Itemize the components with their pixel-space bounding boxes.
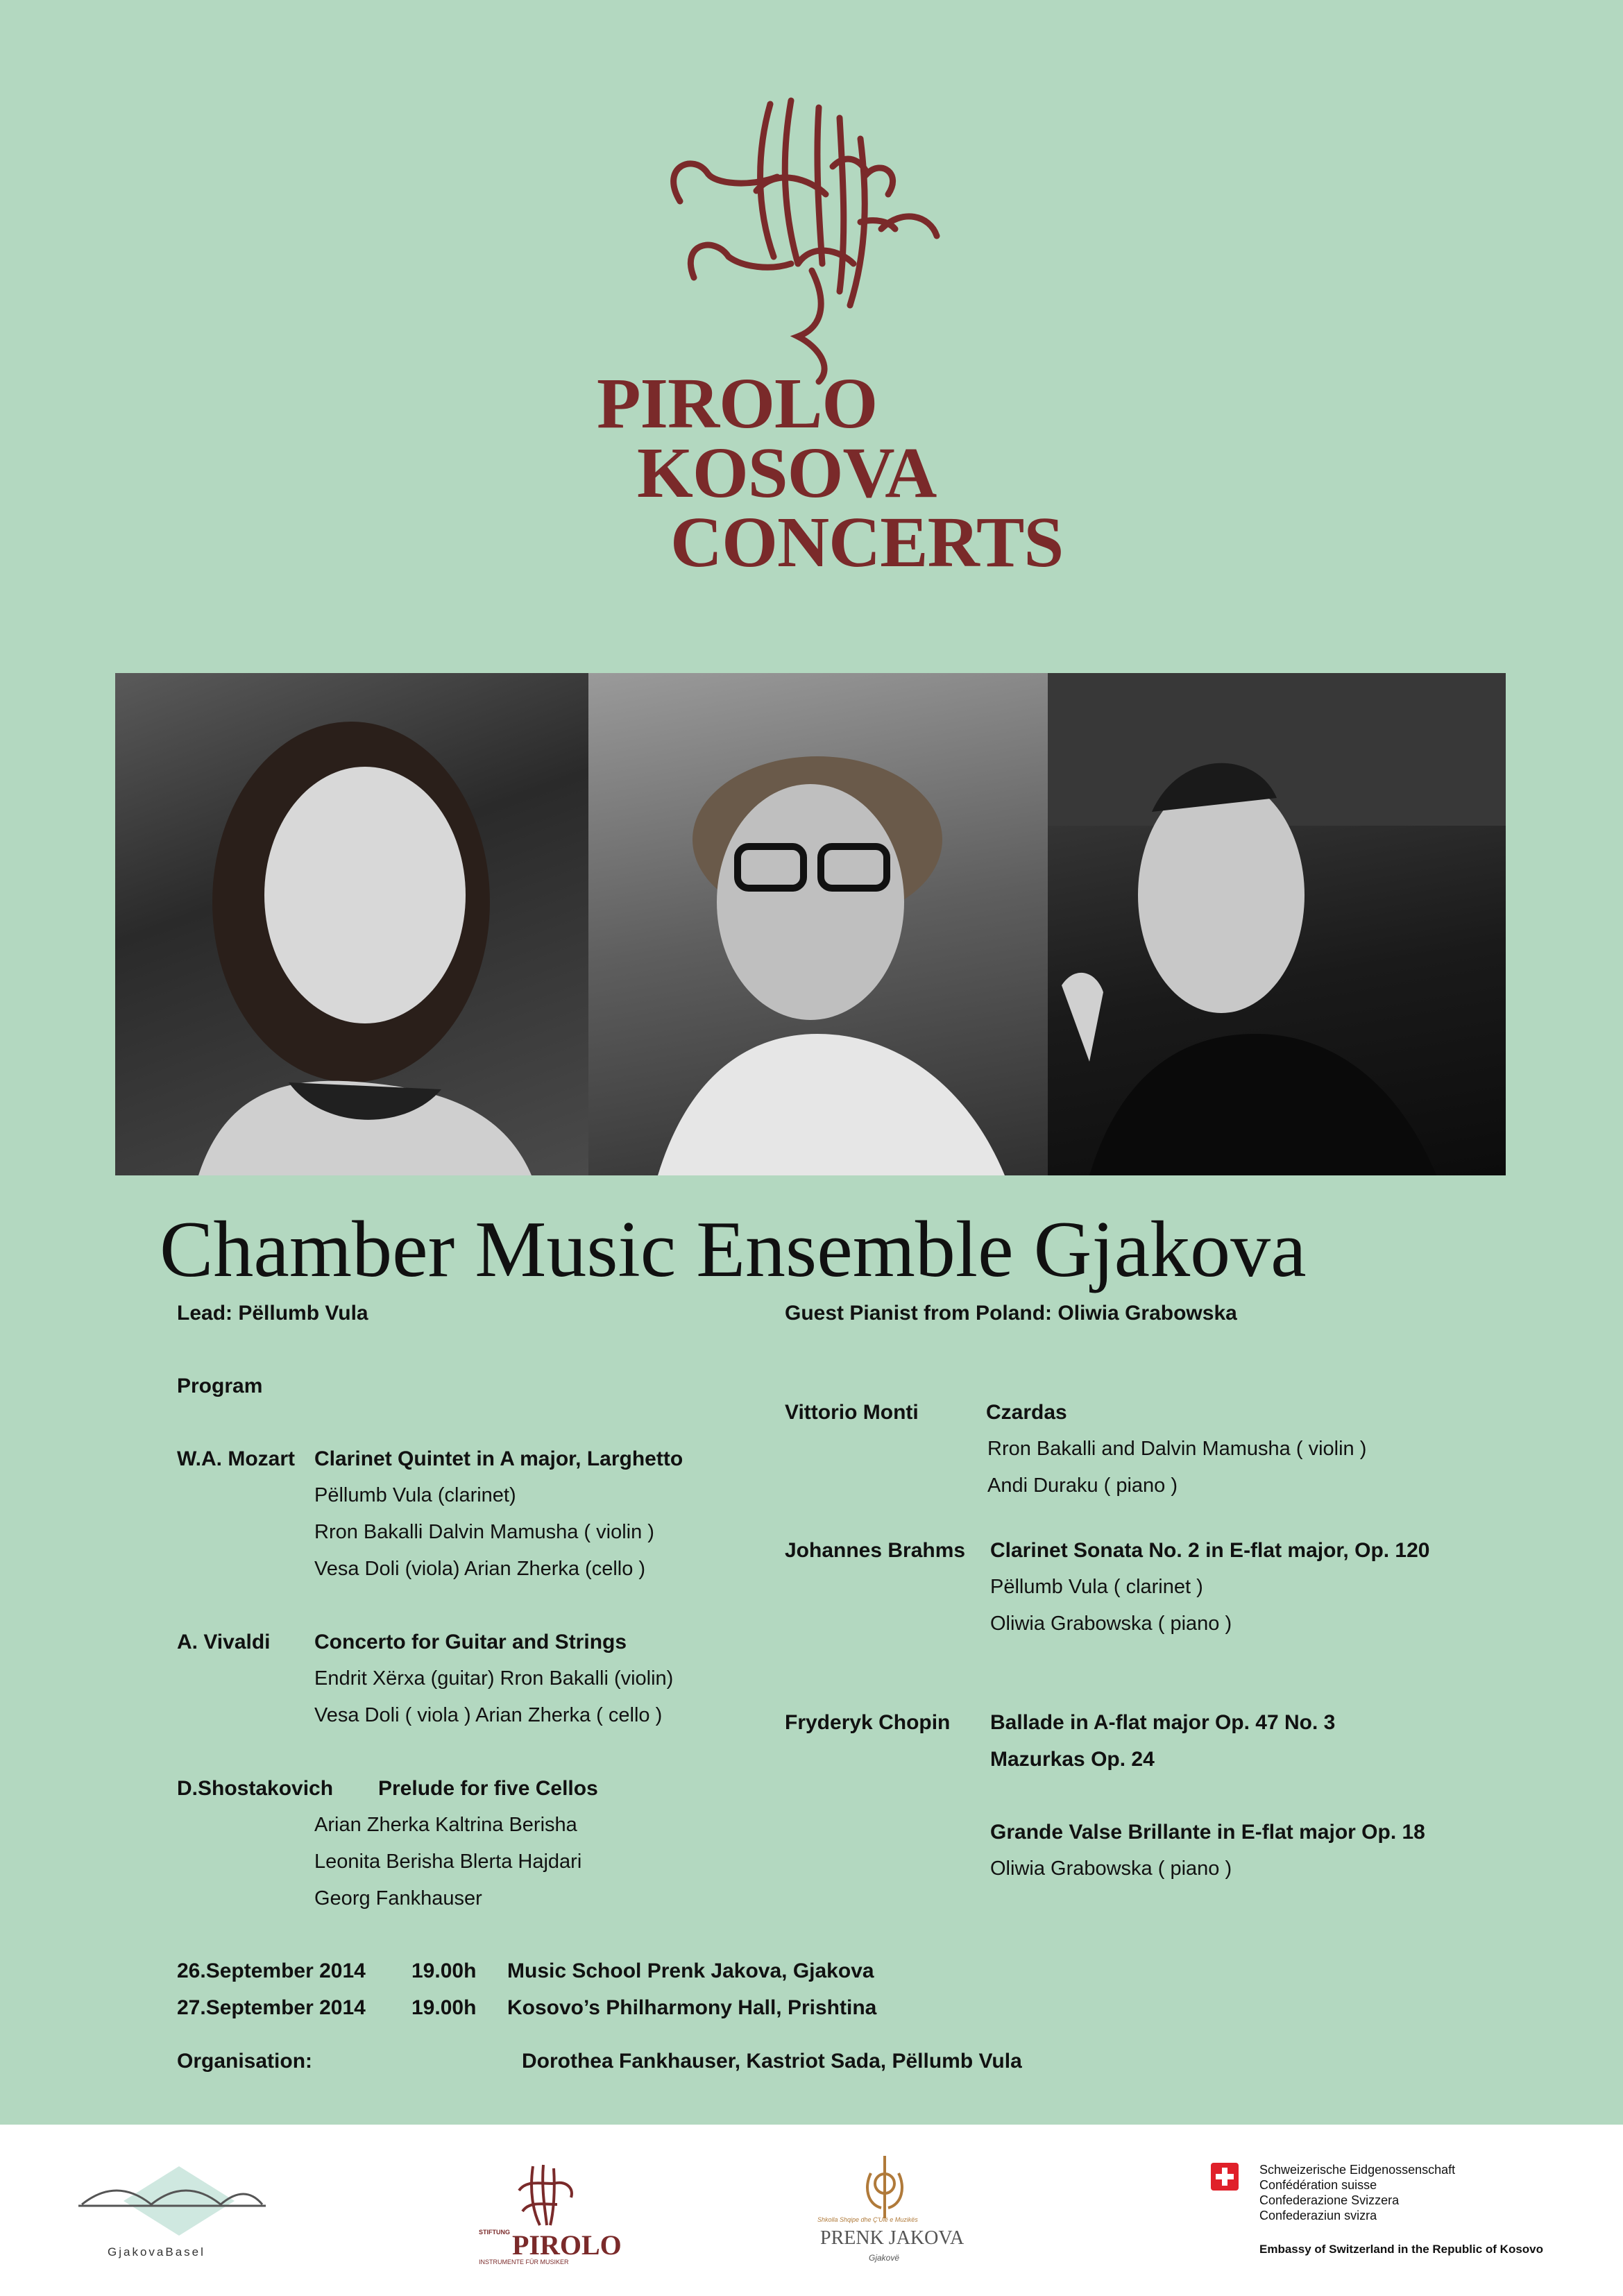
venue-2: Kosovo’s Philharmony Hall, Prishtina bbox=[507, 1996, 877, 2019]
monti-performers-1: Rron Bakalli and Dalvin Mamusha ( violin ) bbox=[987, 1438, 1367, 1460]
photo-pianist bbox=[115, 673, 588, 1175]
chopin-work-1: Ballade in A-flat major Op. 47 No. 3 bbox=[990, 1711, 1336, 1734]
program-heading: Program bbox=[177, 1375, 263, 1397]
mozart-performers-1: Pëllumb Vula (clarinet) bbox=[314, 1484, 516, 1506]
chopin-performers-1: Oliwia Grabowska ( piano ) bbox=[990, 1857, 1232, 1880]
gjakovabasel-logo-icon bbox=[75, 2163, 269, 2239]
chopin-composer: Fryderyk Chopin bbox=[785, 1711, 951, 1734]
pirolo-logo-icon bbox=[652, 97, 971, 389]
mozart-performers-3: Vesa Doli (viola) Arian Zherka (cello ) bbox=[314, 1558, 646, 1580]
chopin-work-2: Mazurkas Op. 24 bbox=[990, 1748, 1155, 1771]
mozart-performers-2: Rron Bakalli Dalvin Mamusha ( violin ) bbox=[314, 1521, 654, 1543]
mozart-work: Clarinet Quintet in A major, Larghetto bbox=[314, 1447, 683, 1470]
prenk-jakova-label: PRENK JAKOVA bbox=[820, 2227, 965, 2249]
vivaldi-performers-1: Endrit Xërxa (guitar) Rron Bakalli (violin) bbox=[314, 1667, 674, 1690]
organisation-label: Organisation: bbox=[177, 2050, 313, 2073]
photo-clarinetist bbox=[588, 673, 1048, 1175]
mozart-composer: W.A. Mozart bbox=[177, 1447, 295, 1470]
shostakovich-work: Prelude for five Cellos bbox=[378, 1777, 598, 1800]
prenk-jakova-logo-icon bbox=[850, 2152, 919, 2222]
monti-work: Czardas bbox=[986, 1401, 1067, 1424]
shostakovich-performers-3: Georg Fankhauser bbox=[314, 1887, 482, 1910]
photo-violinist bbox=[1048, 673, 1506, 1175]
monti-composer: Vittorio Monti bbox=[785, 1401, 919, 1424]
shostakovich-performers-1: Arian Zherka Kaltrina Berisha bbox=[314, 1814, 577, 1836]
pirolo-foundation-logo-icon bbox=[512, 2163, 581, 2229]
lead-text: Lead: Pëllumb Vula bbox=[177, 1302, 368, 1325]
logo-line-concerts: CONCERTS bbox=[670, 502, 1064, 582]
logo-line-pirolo: PIROLO bbox=[597, 364, 878, 443]
swiss-flag-icon bbox=[1211, 2163, 1239, 2191]
brahms-performers-2: Oliwia Grabowska ( piano ) bbox=[990, 1613, 1232, 1635]
prenk-jakova-top: Shkolla Shqipe dhe Ç'Ulë e Muzikës bbox=[817, 2216, 918, 2223]
pirolo-foundation-sub: INSTRUMENTE FÜR MUSIKER bbox=[479, 2259, 569, 2265]
shostakovich-performers-2: Leonita Berisha Blerta Hajdari bbox=[314, 1851, 582, 1873]
guest-pianist: Guest Pianist from Poland: Oliwia Grabowska bbox=[785, 1302, 1237, 1325]
swiss-line-2: Confédération suisse bbox=[1259, 2178, 1377, 2192]
swiss-line-4: Confederaziun svizra bbox=[1259, 2209, 1377, 2222]
pirolo-foundation-label: PIROLO bbox=[512, 2229, 622, 2261]
chopin-work-3: Grande Valse Brillante in E-flat major Op. 18 bbox=[990, 1821, 1425, 1844]
vivaldi-composer: A. Vivaldi bbox=[177, 1631, 271, 1653]
vivaldi-work: Concerto for Guitar and Strings bbox=[314, 1631, 627, 1653]
monti-performers-2: Andi Duraku ( piano ) bbox=[987, 1474, 1178, 1497]
time-2: 19.00h bbox=[411, 1996, 477, 2019]
brahms-work: Clarinet Sonata No. 2 in E-flat major, Op. 120 bbox=[990, 1539, 1430, 1562]
prenk-jakova-sub: Gjakovë bbox=[869, 2253, 900, 2263]
embassy-label: Embassy of Switzerland in the Republic of Kosovo bbox=[1259, 2243, 1544, 2256]
date-2: 27.September 2014 bbox=[177, 1996, 366, 2019]
logo-line-kosova: KOSOVA bbox=[637, 433, 937, 513]
date-1: 26.September 2014 bbox=[177, 1959, 366, 1982]
brahms-performers-1: Pëllumb Vula ( clarinet ) bbox=[990, 1576, 1203, 1598]
venue-1: Music School Prenk Jakova, Gjakova bbox=[507, 1959, 874, 1982]
swiss-line-1: Schweizerische Eidgenossenschaft bbox=[1259, 2163, 1456, 2177]
gjakovabasel-label: GjakovaBasel bbox=[108, 2245, 205, 2259]
pirolo-foundation-top: STIFTUNG bbox=[479, 2229, 510, 2236]
vivaldi-performers-2: Vesa Doli ( viola ) Arian Zherka ( cello ) bbox=[314, 1704, 663, 1726]
brahms-composer: Johannes Brahms bbox=[785, 1539, 966, 1562]
organisation-names: Dorothea Fankhauser, Kastriot Sada, Pëllumb Vula bbox=[522, 2050, 1022, 2073]
page-title: Chamber Music Ensemble Gjakova bbox=[160, 1205, 1307, 1294]
shostakovich-composer: D.Shostakovich bbox=[177, 1777, 334, 1800]
time-1: 19.00h bbox=[411, 1959, 477, 1982]
swiss-line-3: Confederazione Svizzera bbox=[1259, 2193, 1400, 2207]
sponsor-footer bbox=[0, 2125, 1623, 2296]
